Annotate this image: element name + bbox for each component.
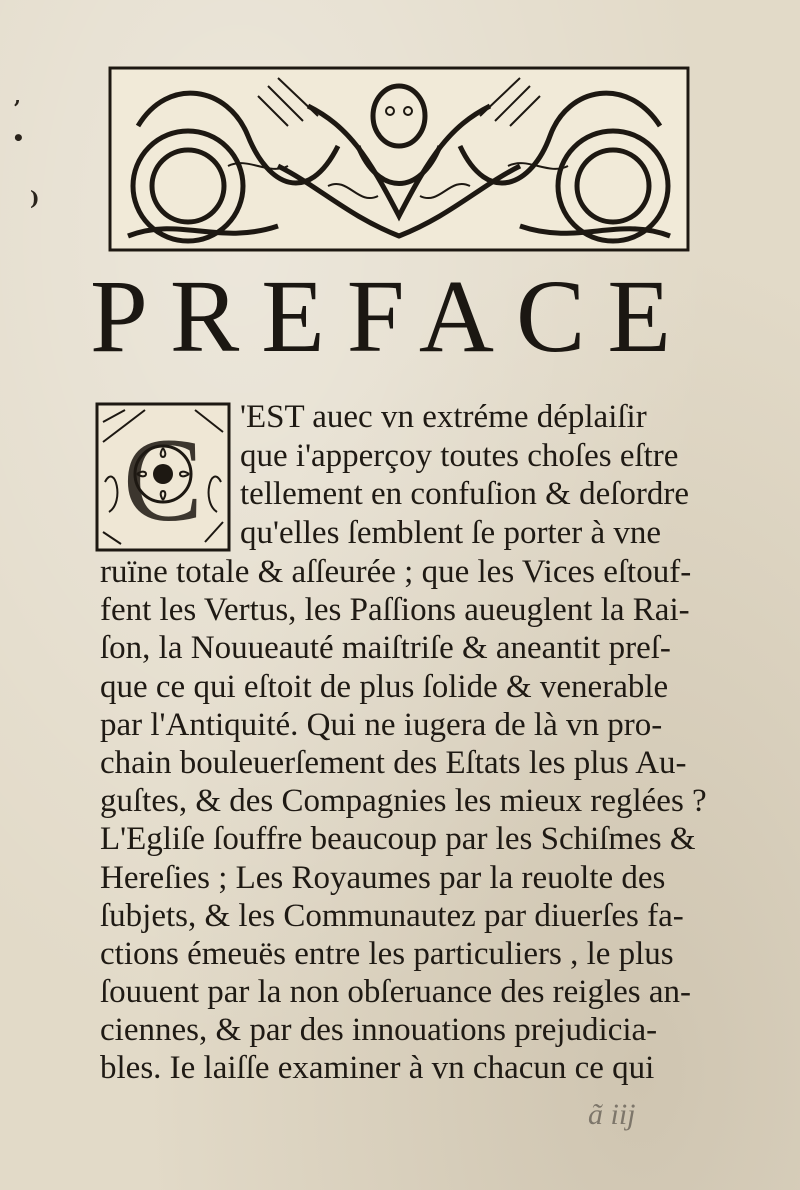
text-line: ciennes, & par des innouations prejudicia- <box>100 1012 658 1049</box>
text-line: ſubjets, & les Communautez par diuerſes fa- <box>100 897 684 934</box>
text-line: que i'apperçoy toutes choſes eſtre <box>240 437 679 474</box>
body-text <box>100 553 740 1088</box>
text-line: fent les Vertus, les Paſſions aueuglent la Rai- <box>100 592 690 629</box>
text-line: que ce qui eſtoit de plus ſolide & venerable <box>100 668 669 705</box>
signature-mark: ã iij <box>588 1098 636 1131</box>
page-title: PREFACE <box>90 259 693 374</box>
text-line: ſouuent par la non obſeruance des reigles an- <box>100 974 692 1011</box>
text-line: ctions émeuës entre les particuliers , le plus <box>100 935 674 972</box>
text-line: qu'elles ſemblent ſe porter à vne <box>240 514 662 551</box>
text-line: ruïne totale & aſſeurée ; que les Vices eſtouf- <box>100 554 692 590</box>
ornamental-headpiece <box>108 66 690 252</box>
text-line: guſtes, & des Compagnies les mieux reglées ? <box>100 783 707 820</box>
margin-mark: • <box>12 126 25 150</box>
text-line: 'EST auec vn extréme déplaiſir <box>240 399 647 435</box>
text-line: ſon, la Nouueauté maiſtriſe & aneantit preſ- <box>100 630 671 667</box>
margin-mark: , <box>14 84 21 108</box>
decorated-initial <box>95 402 231 552</box>
margin-mark: ) <box>30 186 40 210</box>
initial-letter: C <box>122 413 204 546</box>
text-line: Hereſies ; Les Royaumes par la reuolte des <box>100 859 666 896</box>
text-line: bles. Ie laiſſe examiner à vn chacun ce qui <box>100 1050 655 1087</box>
text-line: L'Egliſe ſouffre beaucoup par les Schiſmes & <box>100 821 696 858</box>
opening-lines <box>240 398 735 552</box>
text-line: tellement en confuſion & deſordre <box>240 476 690 512</box>
text-line: chain bouleuerſement des Eſtats les plus Au- <box>100 744 687 781</box>
text-line: par l'Antiquité. Qui ne iugera de là vn pro- <box>100 706 663 743</box>
